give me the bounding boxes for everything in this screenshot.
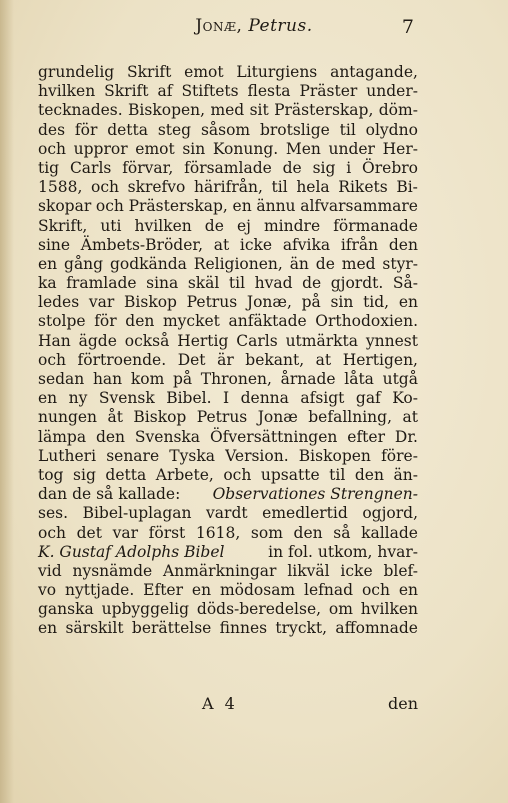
word: flesta (247, 82, 291, 101)
word: utgå (382, 370, 418, 388)
word: för (74, 120, 98, 139)
word: emot (184, 63, 224, 81)
text-line (38, 140, 418, 159)
text-line (38, 178, 418, 197)
word: denna (240, 389, 289, 408)
word: den (293, 523, 323, 542)
word: sig (73, 465, 96, 484)
word: anfäktade (228, 312, 307, 331)
word: han (92, 370, 123, 388)
line-text (38, 619, 418, 638)
word: icke (340, 561, 373, 580)
word: Anmärkningar (163, 561, 277, 580)
word: olydno (365, 120, 418, 139)
word: och (91, 178, 119, 197)
word: som (250, 523, 283, 542)
word: likväl (287, 561, 330, 580)
word: ledes (38, 293, 80, 312)
word: en (398, 293, 418, 312)
word: årnade (280, 370, 336, 388)
word: steg (157, 120, 192, 139)
word: uti (100, 216, 122, 235)
line-text (38, 581, 418, 600)
text-line (38, 389, 418, 408)
word: vo (38, 581, 57, 600)
line-text (38, 600, 418, 619)
word: affomnade (335, 619, 418, 638)
text-line (38, 485, 418, 504)
word: tid, (363, 293, 390, 312)
text-line (38, 543, 418, 562)
word: nyttjade. (64, 581, 135, 600)
word: stolpe (38, 312, 86, 331)
word: Jonæ (257, 408, 298, 427)
word: en (38, 254, 58, 273)
word: såsom (200, 120, 251, 139)
word: så (333, 523, 351, 542)
line-text (38, 82, 418, 101)
word: åt (107, 408, 123, 427)
word: församlade (184, 158, 272, 177)
word: sin (182, 139, 206, 158)
word: under- (366, 82, 418, 101)
word: Petrus (186, 293, 238, 312)
word: gjordt. (330, 274, 384, 293)
line-text (38, 274, 418, 293)
word: ägde (78, 331, 117, 350)
word: Jonæ, (246, 293, 292, 312)
line-text (38, 255, 418, 274)
word: Biskopen, (128, 101, 206, 120)
text-line (38, 236, 418, 255)
word: kallade (361, 523, 418, 542)
word: icke (239, 235, 273, 254)
word: detta (107, 120, 148, 139)
line-text (38, 293, 418, 312)
word: sin (330, 293, 354, 312)
word: Carls (236, 331, 278, 350)
word: kom (130, 370, 165, 388)
word: Präster (299, 82, 358, 101)
word: antagande, (330, 63, 418, 81)
word: til (271, 178, 288, 197)
word: den (125, 312, 155, 331)
word: om (328, 600, 353, 619)
word: på (172, 370, 193, 388)
word: til (339, 120, 356, 139)
word: sit (249, 101, 269, 120)
text-line (38, 524, 418, 543)
word: en (232, 197, 252, 216)
word: än- (393, 465, 418, 484)
word: och (38, 139, 66, 158)
word: hvilken (134, 216, 192, 235)
word: den (95, 427, 126, 446)
word: ännu (256, 197, 296, 216)
word: tryckt, (275, 619, 328, 638)
word: nysnämde (72, 561, 153, 580)
word: framlade (66, 274, 137, 293)
word: ganska (38, 600, 94, 619)
word: styr- (382, 254, 418, 273)
text-line (38, 312, 418, 331)
word: Orthodoxien. (315, 312, 418, 331)
running-head (0, 16, 508, 36)
word: senare (106, 446, 160, 465)
text-line (38, 581, 418, 600)
word: de (315, 254, 335, 273)
word: Carls (69, 158, 112, 177)
word: hvilken (360, 600, 418, 619)
text-line (38, 63, 418, 82)
word: Hertig (177, 331, 229, 350)
word: och (361, 581, 390, 600)
word: Svenska (134, 427, 201, 446)
word: Konung. (212, 139, 279, 158)
word: och (38, 350, 66, 369)
line-text (38, 447, 418, 466)
word: med (341, 254, 376, 273)
text-line (38, 255, 418, 274)
text-line (38, 332, 418, 351)
word: det (76, 523, 102, 542)
text-line (38, 82, 418, 101)
line-text (38, 236, 418, 255)
text-line (38, 600, 418, 619)
signature-mark: A 4 (202, 694, 238, 713)
word: Version. (225, 446, 289, 465)
word: Prästerskap, (274, 101, 374, 120)
word: af (157, 82, 173, 101)
word: Tyska (169, 446, 215, 465)
word: tig (38, 158, 60, 177)
word: bekant, (245, 350, 305, 369)
word: också (124, 331, 170, 350)
word: berättelse (131, 619, 212, 638)
word: ogjord, (362, 504, 418, 523)
line-text (38, 63, 418, 82)
word: ses. (38, 504, 69, 523)
word: gång (64, 254, 104, 273)
word: mindre (263, 216, 321, 235)
word: Öfversättningen (209, 427, 338, 446)
word: skopar (38, 197, 92, 216)
word: Skrift, (38, 216, 88, 235)
word: före- (381, 446, 418, 465)
word: ny (68, 389, 88, 408)
line-text (38, 370, 418, 389)
italic-title-observationes: Observationes Strengnen- (212, 485, 418, 504)
word: särskilt (65, 619, 124, 638)
word: til (329, 465, 346, 484)
line-text (38, 351, 418, 370)
text-line (38, 197, 418, 216)
body-text (38, 63, 418, 639)
word: först (148, 523, 186, 542)
word: en (191, 581, 212, 600)
word: des (38, 120, 66, 139)
line-text (38, 101, 418, 120)
word: Skrift (104, 82, 149, 101)
word: Hertigen, (342, 350, 418, 369)
word: at (402, 408, 418, 427)
word: ifrån (340, 235, 379, 254)
text-line (38, 504, 418, 523)
word: förvar, (122, 158, 174, 177)
word: döds-beredelse, (196, 600, 322, 619)
word: sina (146, 274, 179, 293)
word: Bibel-uplagan (82, 504, 192, 523)
word: gaf (355, 389, 381, 408)
word: 1618, (195, 523, 241, 542)
text-line (38, 466, 418, 485)
text-line (38, 428, 418, 447)
word: är (217, 350, 234, 369)
word: brotslige (259, 120, 330, 139)
text-line (38, 408, 418, 427)
word: Stiftets (181, 82, 239, 101)
word: Lutheri (38, 446, 97, 465)
word: sine (38, 235, 71, 254)
word: på (301, 293, 321, 312)
line-text (38, 140, 418, 159)
text-line (38, 159, 418, 178)
word: var (112, 523, 138, 542)
line-text (38, 312, 418, 331)
word: ynnest (365, 331, 418, 350)
word: Han (38, 331, 71, 350)
word: skäl (187, 274, 220, 293)
line-text (38, 121, 418, 140)
word: en (38, 619, 58, 638)
word: lefnad (304, 581, 354, 600)
line-text (38, 466, 418, 485)
word: sig (312, 158, 336, 177)
line-text (38, 159, 418, 178)
word: den (354, 465, 384, 484)
word: nungen (38, 408, 98, 427)
text-line (38, 562, 418, 581)
word: Biskopen (298, 446, 371, 465)
word: Religionen, (193, 254, 283, 273)
word: mycket (162, 312, 220, 331)
word: och (95, 197, 124, 216)
word: vardt (206, 504, 248, 523)
line-text (38, 428, 418, 447)
line-text: in fol. utkom, hvar- (268, 542, 418, 561)
word: grundelig (38, 63, 115, 81)
word: Biskop (133, 408, 187, 427)
word: skrefvo (127, 178, 186, 197)
word: i (346, 158, 352, 177)
word: at (213, 235, 230, 254)
word: än (289, 254, 309, 273)
word: Så- (392, 274, 418, 293)
word: uppror (73, 139, 128, 158)
word: Efter (143, 581, 184, 600)
word: härifrån, (194, 178, 263, 197)
word: utmärkta (285, 331, 358, 350)
word: tog (38, 465, 64, 484)
word: Men (285, 139, 321, 158)
text-line (38, 619, 418, 638)
line-text (38, 408, 418, 427)
italic-title-bibel: K. Gustaf Adolphs Bibel (38, 542, 225, 561)
line-text (38, 389, 418, 408)
line-text: dan de så kallade: (38, 485, 181, 504)
text-line (38, 370, 418, 389)
word: afsigt (300, 389, 345, 408)
word: sedan (38, 370, 85, 388)
word: afvika (282, 235, 331, 254)
word: och (223, 465, 252, 484)
word: Rikets (338, 178, 388, 197)
word: Petrus (196, 408, 248, 427)
line-text (38, 217, 418, 236)
word: efter (347, 427, 385, 446)
word: för (94, 312, 117, 331)
word: Skrift (127, 63, 172, 81)
word: alfvarsammare (300, 197, 418, 216)
word: de (204, 216, 224, 235)
running-head-given-name: Petrus. (248, 16, 313, 36)
word: en (38, 389, 58, 408)
word: upsatte (260, 465, 320, 484)
word: hvilken (38, 82, 96, 101)
word: Thronen, (200, 370, 272, 388)
line-text (38, 562, 418, 581)
text-line (38, 293, 418, 312)
word: befallning, (308, 408, 393, 427)
word: I (223, 389, 230, 408)
line-text (38, 178, 418, 197)
word: Liturgiens (236, 63, 318, 81)
word: ej (236, 216, 251, 235)
word: blef- (383, 561, 418, 580)
word: var (88, 293, 115, 312)
page-header (0, 14, 508, 40)
word: hela (296, 178, 330, 197)
word: Bi- (396, 178, 418, 197)
word: Ämbets-Bröder, (80, 235, 204, 254)
text-line (38, 351, 418, 370)
word: hvad (254, 274, 293, 293)
word: Det (177, 350, 206, 369)
word: under (328, 139, 375, 158)
word: låta (344, 370, 374, 388)
word: och (38, 523, 66, 542)
word: til (228, 274, 246, 293)
word: tecknades. (38, 101, 123, 120)
word: förmanade (333, 216, 418, 235)
word: Svensk (98, 389, 155, 408)
word: Dr. (394, 427, 418, 446)
page-number: 7 (401, 16, 414, 38)
word: med (210, 101, 245, 120)
text-line (38, 121, 418, 140)
word: godkända (109, 254, 187, 273)
word: den (388, 235, 418, 254)
word: vid (38, 561, 62, 580)
word: Prästerskap, (128, 197, 228, 216)
word: 1588, (38, 178, 83, 197)
word: döm- (378, 101, 418, 120)
word: de (302, 274, 322, 293)
word: ka (38, 274, 57, 293)
page-footer (38, 694, 418, 714)
word: upbyggelig (101, 600, 190, 619)
text-line (38, 101, 418, 120)
running-head-name: Jonæ, (195, 16, 243, 36)
word: emedlertid (262, 504, 348, 523)
page-gutter-shadow (0, 0, 14, 803)
line-text (38, 504, 418, 523)
word: Örebro (362, 158, 418, 177)
word: mödosam (219, 581, 296, 600)
word: Biskop (124, 293, 177, 312)
text-line (38, 447, 418, 466)
word: förtroende. (77, 350, 167, 369)
word: at (315, 350, 332, 369)
word: en (398, 581, 418, 600)
word: Arbete, (155, 465, 214, 484)
line-text (38, 332, 418, 351)
word: finnes (219, 619, 268, 638)
word: Her- (382, 139, 418, 158)
line-text (38, 197, 418, 216)
text-line (38, 274, 418, 293)
word: emot (135, 139, 175, 158)
catchword: den (387, 694, 418, 713)
word: Ko- (392, 389, 418, 408)
word: Bibel. (166, 389, 212, 408)
line-text (38, 524, 418, 543)
text-line (38, 217, 418, 236)
word: detta (105, 465, 147, 484)
word: lämpa (38, 427, 87, 446)
word: de (282, 158, 302, 177)
